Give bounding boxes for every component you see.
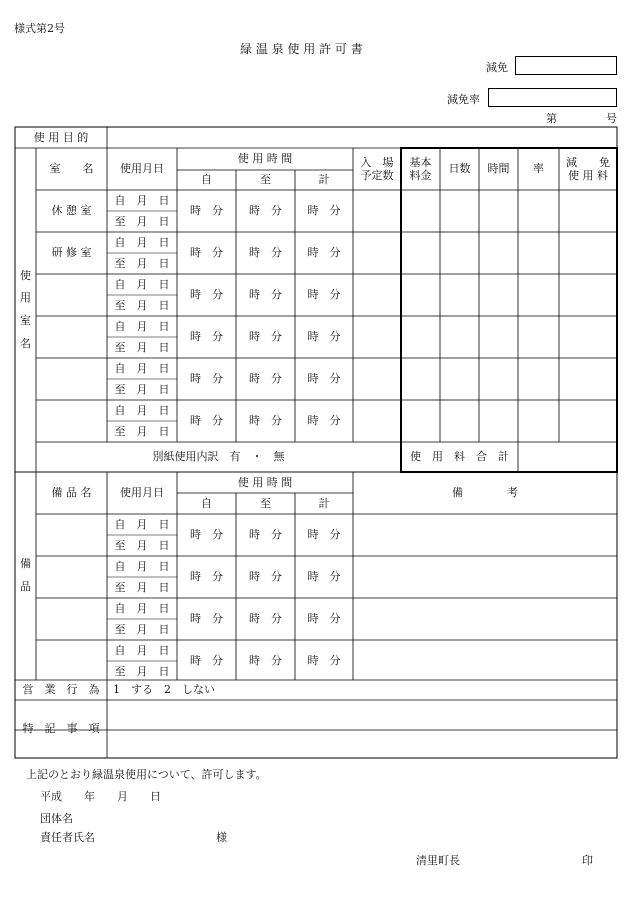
room-5-date-to: 至 月 日 bbox=[114, 382, 170, 396]
equipment-1-date-to: 至 月 日 bbox=[114, 538, 170, 552]
seal-label: 印 bbox=[582, 854, 593, 867]
equipment-2-time-to: 時 分 bbox=[249, 570, 282, 584]
rooms-section-label: 使用室名 bbox=[20, 268, 31, 350]
purpose-label: 使 用 目 的 bbox=[33, 130, 89, 144]
room-3-date-from: 自 月 日 bbox=[114, 277, 170, 291]
room-name-2: 研 修 室 bbox=[51, 246, 92, 260]
fee-total-label: 使 用 料 合 計 bbox=[410, 450, 509, 464]
col-remarks: 備 考 bbox=[452, 486, 518, 500]
equipment-3-time-from: 時 分 bbox=[190, 612, 223, 626]
attachment-note: 別紙使用内訳 有 ・ 無 bbox=[152, 450, 285, 464]
room-1-time-total: 時 分 bbox=[307, 204, 341, 218]
room-3-date-to: 至 月 日 bbox=[114, 298, 170, 312]
equipment-2-time-total: 時 分 bbox=[307, 570, 341, 584]
col-equipment-name: 備 品 名 bbox=[51, 486, 92, 500]
number-go: 号 bbox=[606, 112, 617, 125]
room-4-time-from: 時 分 bbox=[190, 330, 223, 344]
room-1-time-to: 時 分 bbox=[249, 204, 282, 218]
room-4-time-to: 時 分 bbox=[249, 330, 282, 344]
room-name-4 bbox=[36, 316, 107, 358]
room-5-time-to: 時 分 bbox=[249, 372, 282, 386]
equipment-2-date-to: 至 月 日 bbox=[114, 580, 170, 594]
room-6-time-from: 時 分 bbox=[190, 414, 223, 428]
room-name-6 bbox=[36, 400, 107, 442]
room-6-time-to: 時 分 bbox=[249, 414, 282, 428]
col-room-name: 室 名 bbox=[49, 162, 94, 176]
equipment-4-time-to: 時 分 bbox=[249, 654, 282, 668]
room-1-date-from: 自 月 日 bbox=[114, 193, 170, 207]
eq-col-use-date: 使用月日 bbox=[120, 486, 164, 500]
business-label: 営 業 行 為 bbox=[22, 683, 100, 697]
equipment-3-date-to: 至 月 日 bbox=[114, 622, 170, 636]
col-rate: 率 bbox=[533, 162, 544, 176]
number-dai: 第 bbox=[546, 112, 557, 125]
eq-col-from: 自 bbox=[201, 496, 212, 510]
room-name-5 bbox=[36, 358, 107, 400]
group-name-label: 団体名 bbox=[40, 812, 73, 825]
col-use-time: 使 用 時 間 bbox=[237, 152, 293, 166]
room-name-3 bbox=[36, 274, 107, 316]
equipment-1-time-to: 時 分 bbox=[249, 528, 282, 542]
date-line: 平成 年 月 日 bbox=[40, 790, 161, 803]
room-4-time-total: 時 分 bbox=[307, 330, 341, 344]
room-5-time-from: 時 分 bbox=[190, 372, 223, 386]
room-2-time-from: 時 分 bbox=[190, 246, 223, 260]
room-3-time-to: 時 分 bbox=[249, 288, 282, 302]
col-time-from: 自 bbox=[201, 173, 212, 187]
document-title: 緑 温 泉 使 用 許 可 書 bbox=[240, 42, 363, 56]
room-1-date-to: 至 月 日 bbox=[114, 214, 170, 228]
equipment-3-time-total: 時 分 bbox=[307, 612, 341, 626]
equipment-4-time-total: 時 分 bbox=[307, 654, 341, 668]
room-3-time-total: 時 分 bbox=[307, 288, 341, 302]
room-6-date-from: 自 月 日 bbox=[114, 403, 170, 417]
col-expected-visitors: 入 場 予定数 bbox=[360, 155, 394, 182]
equipment-2-time-from: 時 分 bbox=[190, 570, 223, 584]
representative-label: 責任者氏名 bbox=[40, 831, 95, 844]
equipment-4-time-from: 時 分 bbox=[190, 654, 223, 668]
room-name-1: 休 憩 室 bbox=[51, 204, 92, 218]
equipment-3-date-from: 自 月 日 bbox=[114, 601, 170, 615]
equipment-section-label: 備品 bbox=[20, 557, 31, 593]
purpose-field[interactable] bbox=[107, 127, 617, 148]
sama-label: 様 bbox=[216, 831, 227, 844]
room-3-time-from: 時 分 bbox=[190, 288, 223, 302]
equipment-4-date-to: 至 月 日 bbox=[114, 664, 170, 678]
col-hours: 時間 bbox=[487, 162, 510, 176]
col-time-to: 至 bbox=[260, 173, 271, 187]
mayor-label: 清里町長 bbox=[416, 854, 460, 867]
business-options: 1 する 2 しない bbox=[113, 683, 215, 697]
eq-col-use-time: 使 用 時 間 bbox=[237, 475, 293, 489]
room-4-date-from: 自 月 日 bbox=[114, 319, 170, 333]
room-5-date-from: 自 月 日 bbox=[114, 361, 170, 375]
form-number: 様式第2号 bbox=[14, 22, 65, 35]
eq-col-total: 計 bbox=[318, 496, 330, 510]
room-4-date-to: 至 月 日 bbox=[114, 340, 170, 354]
room-6-time-total: 時 分 bbox=[307, 414, 341, 428]
room-5-time-total: 時 分 bbox=[307, 372, 341, 386]
room-1-time-from: 時 分 bbox=[190, 204, 223, 218]
col-reduced-fee: 減 免 使 用 料 bbox=[566, 155, 610, 182]
room-6-date-to: 至 月 日 bbox=[114, 424, 170, 438]
room-2-time-total: 時 分 bbox=[307, 246, 341, 260]
equipment-1-time-total: 時 分 bbox=[307, 528, 341, 542]
equipment-1-date-from: 自 月 日 bbox=[114, 517, 170, 531]
col-time-total: 計 bbox=[318, 173, 330, 187]
exemption-label: 減免 bbox=[486, 61, 508, 74]
col-base-fee: 基本 料金 bbox=[409, 155, 432, 182]
room-2-time-to: 時 分 bbox=[249, 246, 282, 260]
room-2-date-to: 至 月 日 bbox=[114, 256, 170, 270]
equipment-2-date-from: 自 月 日 bbox=[114, 559, 170, 573]
room-2-date-from: 自 月 日 bbox=[114, 235, 170, 249]
exemption-rate-label: 減免率 bbox=[447, 93, 480, 106]
equipment-1-time-from: 時 分 bbox=[190, 528, 223, 542]
col-days: 日数 bbox=[448, 162, 471, 176]
fee-box bbox=[401, 148, 617, 472]
equipment-3-time-to: 時 分 bbox=[249, 612, 282, 626]
eq-col-to: 至 bbox=[260, 496, 271, 510]
equipment-4-date-from: 自 月 日 bbox=[114, 643, 170, 657]
col-use-date: 使用月日 bbox=[120, 162, 164, 176]
special-notes-label: 特 記 事 項 bbox=[22, 722, 100, 736]
permit-statement: 上記のとおり緑温泉使用について、許可します。 bbox=[26, 768, 267, 781]
